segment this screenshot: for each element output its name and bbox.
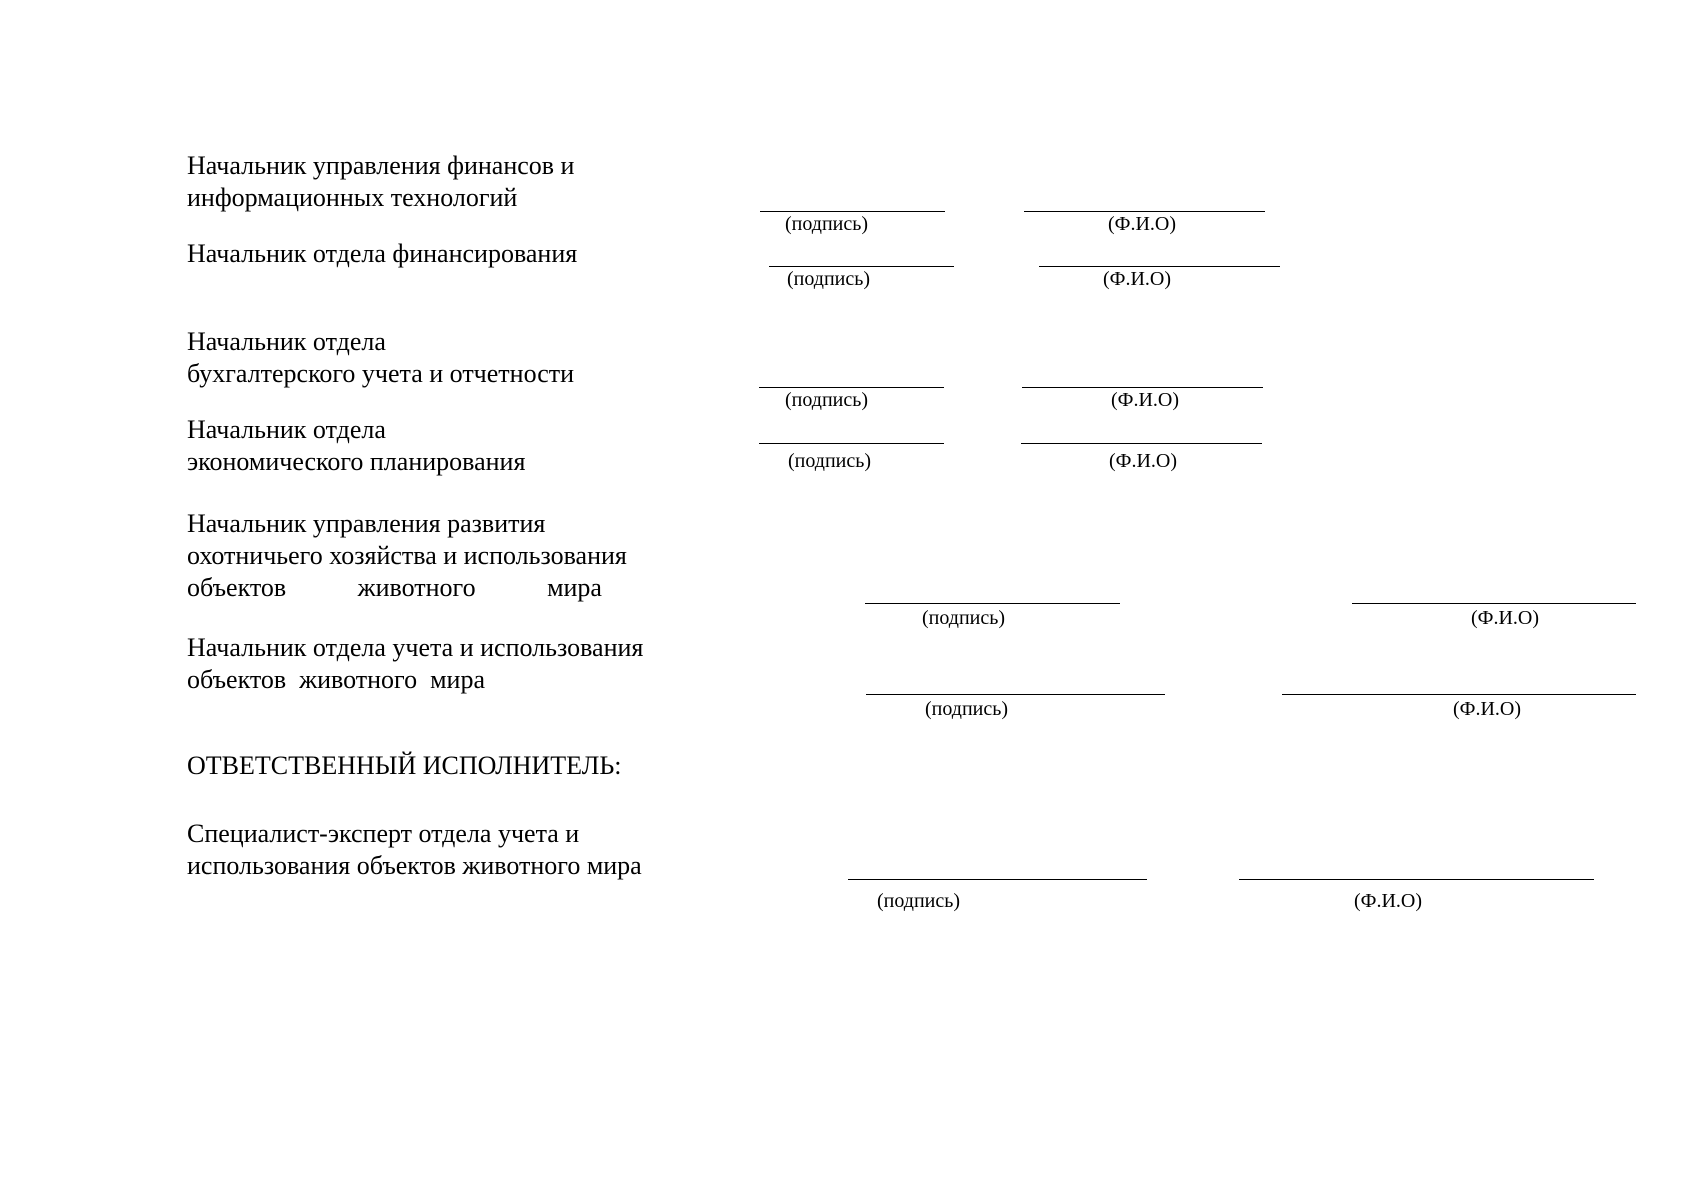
full-name-line[interactable] (1022, 387, 1263, 388)
approver-title-finance-it (187, 150, 574, 214)
approver-title-line: экономического планирования (187, 447, 526, 476)
approver-title-wildlife-accounting (187, 632, 643, 696)
approver-title-financing (187, 238, 577, 270)
signature-caption: (подпись) (785, 213, 869, 235)
signature-caption: (подпись) (922, 607, 1006, 629)
full-name-line[interactable] (1282, 694, 1636, 695)
full-name-caption: (Ф.И.О) (1471, 607, 1540, 629)
responsible-executor-title (187, 818, 642, 882)
approver-title-line (187, 572, 602, 604)
signature-caption: (подпись) (787, 268, 871, 290)
approver-title-line: Начальник управления развития (187, 509, 546, 538)
signature-line[interactable] (760, 211, 945, 212)
full-name-line[interactable] (1352, 603, 1636, 604)
full-name-caption: (Ф.И.О) (1109, 450, 1178, 472)
approver-title-line: информационных технологий (187, 183, 518, 212)
approver-title-line: объектов животного мира (187, 665, 485, 694)
approver-title-word: объектов (187, 573, 287, 602)
signature-line[interactable] (759, 387, 944, 388)
responsible-title-line: использования объектов животного мира (187, 851, 642, 880)
responsible-title-line: Специалист-эксперт отдела учета и (187, 819, 580, 848)
responsible-executor-heading: ОТВЕТСТВЕННЫЙ ИСПОЛНИТЕЛЬ: (187, 751, 622, 780)
signature-caption: (подпись) (788, 450, 872, 472)
approver-title-line: Начальник отдела (187, 327, 386, 356)
approver-title-line: Начальник отдела (187, 415, 386, 444)
full-name-line[interactable] (1021, 443, 1262, 444)
full-name-line[interactable] (1024, 211, 1265, 212)
approver-title-accounting (187, 326, 574, 390)
approver-title-line: бухгалтерского учета и отчетности (187, 359, 575, 388)
signature-line[interactable] (769, 266, 954, 267)
approver-title-hunting-management (187, 508, 627, 604)
approver-title-line: Начальник отдела учета и использования (187, 633, 644, 662)
approver-title-word: животного (357, 573, 476, 602)
signature-line[interactable] (866, 694, 1165, 695)
full-name-line[interactable] (1039, 266, 1280, 267)
full-name-caption: (Ф.И.О) (1103, 268, 1172, 290)
approver-title-line: охотничьего хозяйства и использования (187, 541, 627, 570)
full-name-caption: (Ф.И.О) (1111, 389, 1180, 411)
signature-caption: (подпись) (785, 389, 869, 411)
signature-line[interactable] (759, 443, 944, 444)
signature-line[interactable] (865, 603, 1120, 604)
approver-title-economic-planning (187, 414, 525, 478)
approver-title-line: Начальник отдела финансирования (187, 239, 578, 268)
full-name-caption: (Ф.И.О) (1453, 698, 1522, 720)
signature-line[interactable] (848, 879, 1147, 880)
approver-title-word: мира (547, 573, 602, 602)
full-name-caption: (Ф.И.О) (1108, 213, 1177, 235)
full-name-line[interactable] (1239, 879, 1594, 880)
signature-caption: (подпись) (877, 890, 961, 912)
signature-caption: (подпись) (925, 698, 1009, 720)
full-name-caption: (Ф.И.О) (1354, 890, 1423, 912)
approver-title-line: Начальник управления финансов и (187, 151, 575, 180)
